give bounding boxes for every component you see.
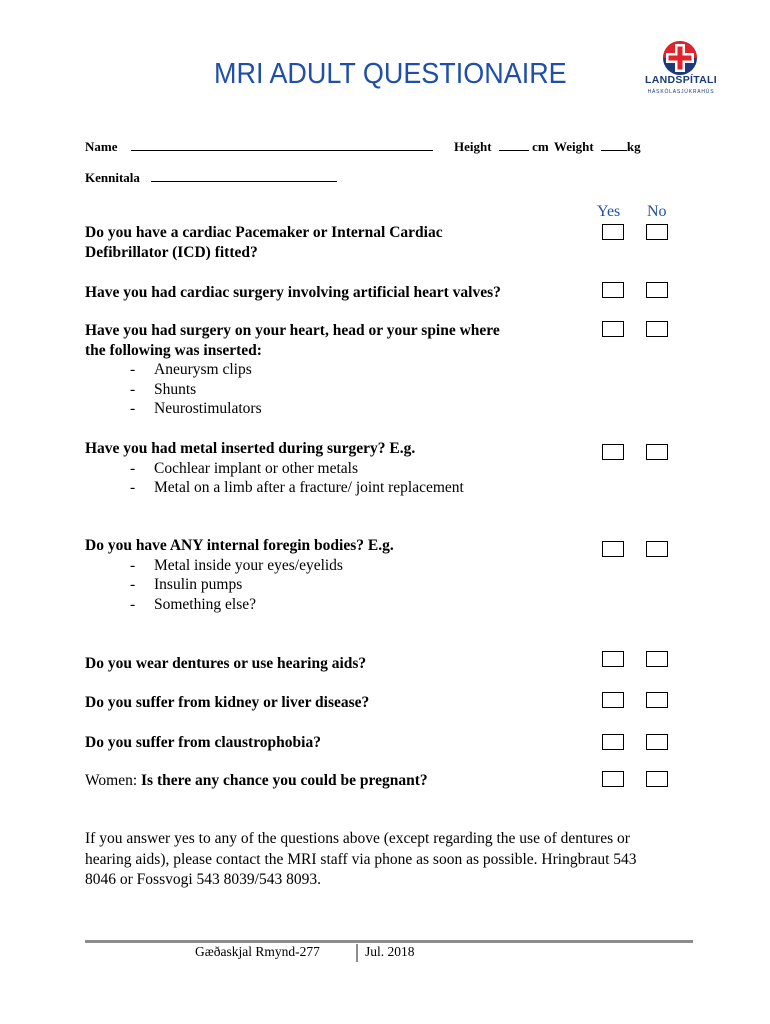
list-item: - Metal inside your eyes/eyelids [85,556,595,576]
no-checkbox-pregnancy[interactable] [646,771,668,787]
weight-unit: kg [626,139,641,154]
yes-checkbox-dentures[interactable] [602,651,624,667]
footer-separator [356,944,358,962]
no-checkbox-surgery-implants[interactable] [646,321,668,337]
cross-logo-icon [640,40,720,76]
yes-checkbox-surgery-implants[interactable] [602,321,624,337]
yes-checkbox-claustrophobia[interactable] [602,734,624,750]
name-field[interactable] [85,139,433,155]
list-item: - Aneurysm clips [85,360,595,380]
contact-note: If you answer yes to any of the questions above (except regarding the use of dentures or hearing aids), please contact the MRI staff via phone as soon as possible. Hringbraut 543 8046 or Fossvogi 543 8039/543 8093. [85,830,637,888]
no-column-header: No [647,203,667,220]
height-weight-field[interactable] [454,139,641,155]
implant-list [85,360,595,419]
footer-doc-id: Gæðaskjal Rmynd-277 [195,944,320,959]
question-metal-surgery: Have you had metal inserted during surgery? E.g. - Cochlear implant or other metals - Metal on a limb after a fracture/ joint replacement [85,439,595,498]
footer-divider [85,940,693,943]
question-dentures: Do you wear dentures or use hearing aids? [85,655,367,672]
list-item: - Cochlear implant or other metals [85,459,595,479]
list-item: - Insulin pumps [85,575,595,595]
yes-checkbox-pregnancy[interactable] [602,771,624,787]
name-label: Name [85,139,118,154]
no-checkbox-foreign-bodies[interactable] [646,541,668,557]
question-claustrophobia: Do you suffer from claustrophobia? [85,734,321,751]
list-item: - Neurostimulators [85,399,595,419]
list-item: - Something else? [85,595,595,615]
metal-list [85,459,595,498]
no-checkbox-claustrophobia[interactable] [646,734,668,750]
question-pacemaker: Do you have a cardiac Pacemaker or Internal Cardiac Defibrillator (ICD) fitted? [85,224,443,261]
question-heart-valves: Have you had cardiac surgery involving artificial heart valves? [85,284,501,301]
yes-checkbox-metal-surgery[interactable] [602,444,624,460]
no-checkbox-heart-valves[interactable] [646,282,668,298]
landspitali-logo [640,40,720,102]
yes-column-header: Yes [597,203,621,220]
no-checkbox-pacemaker[interactable] [646,224,668,240]
foreign-body-list [85,556,595,615]
question-pregnancy: Women: Is there any chance you could be pregnant? [85,772,428,789]
no-checkbox-dentures[interactable] [646,651,668,667]
footer-date: Jul. 2018 [365,944,415,959]
list-item: - Shunts [85,380,595,400]
height-line[interactable] [499,139,529,151]
yes-checkbox-heart-valves[interactable] [602,282,624,298]
no-checkbox-metal-surgery[interactable] [646,444,668,460]
height-unit: cm [532,139,549,154]
logo-subtitle: HÁSKÓLASJÚKRAHÚS [647,89,715,95]
no-checkbox-kidney-liver[interactable] [646,692,668,708]
yes-checkbox-pacemaker[interactable] [602,224,624,240]
height-label: Height [454,139,492,154]
question-foreign-bodies: Do you have ANY internal foregin bodies? E.g. - Metal inside your eyes/eyelids - Insulin pumps - Something else? [85,536,595,614]
question-surgery-implants: Have you had surgery on your heart, head or your spine where the following was inserted: - Aneurysm clips - Shunts - Neurostimulators [85,321,595,419]
question-kidney-liver: Do you suffer from kidney or liver disease? [85,694,370,711]
yes-checkbox-foreign-bodies[interactable] [602,541,624,557]
kennitala-label: Kennitala [85,170,140,185]
yes-checkbox-kidney-liver[interactable] [602,692,624,708]
kennitala-field[interactable] [85,170,337,186]
list-item: - Metal on a limb after a fracture/ joint replacement [85,478,595,498]
name-line[interactable] [131,139,433,151]
weight-label: Weight [553,139,594,154]
weight-line[interactable] [601,139,627,151]
page-title: MRI ADULT QUESTIONAIRE [214,58,567,90]
kennitala-line[interactable] [151,170,337,182]
logo-wordmark: LANDSPÍTALI [645,74,717,86]
